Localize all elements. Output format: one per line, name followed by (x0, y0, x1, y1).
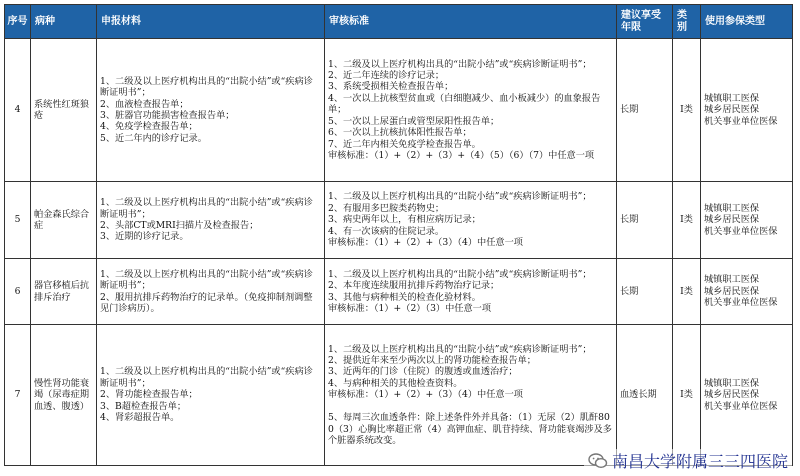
criteria-line: 2、本年度连续服用抗排斥药物治疗记录； (328, 280, 500, 292)
watermark (584, 449, 792, 472)
criteria-line: 3、病史两年以上，有相应病历记录； (328, 214, 481, 226)
criteria-line: 5、每周三次血透条件：除上述条件外并具备：（1）无尿（2）肌酐800（3）心胸比率超正常（4）高钾血症、肌苷持续、肾功能衰竭涉及多个脏器系统改变。 (328, 412, 612, 446)
header-term: 建议享受年限 (617, 5, 673, 39)
term-cell: 血透长期 (617, 325, 673, 466)
criteria-cell (325, 39, 617, 182)
materials-line: 1、二级及以上医疗机构出具的“出院小结”或“疾病诊断证明书”； (100, 75, 313, 99)
insurance-cell (701, 259, 793, 325)
header-no: 序号 (5, 5, 31, 39)
insurance-type: 城镇职工医保 (704, 377, 760, 389)
criteria-line: 2、提供近年来至少两次以上的肾功能检查报告单； (328, 355, 536, 367)
table-row (5, 325, 793, 466)
insurance-cell (701, 39, 793, 182)
criteria-line: 审核标准：（1）+（2）+（3）（4）中任意一项 (328, 237, 523, 249)
criteria-line: 1、二级及以上医疗机构出具的“出院小结”或“疾病诊断证明书”； (328, 343, 592, 355)
insurance-type: 城乡居民医保 (704, 285, 760, 297)
criteria-line: 1、二级及以上医疗机构出具的“出院小结”或“疾病诊断证明书”； (328, 58, 592, 70)
materials-line: 4、免疫学检查报告单； (100, 121, 198, 133)
term-cell: 长期 (617, 39, 673, 182)
disease-name: 慢性肾功能衰竭（尿毒症期血透、腹透） (31, 325, 97, 466)
disease-name: 帕金森氏综合症 (31, 182, 97, 259)
header-insurance: 使用参保类型 (701, 5, 793, 39)
criteria-line: 3、近两年的门诊（住院）的腹透或血透治疗； (328, 366, 518, 378)
criteria-line: 7、近二年内相关免疫学检查报告单。 (328, 138, 481, 150)
criteria-line: 5、一次以上尿蛋白或管型尿阳性报告单； (328, 115, 500, 127)
criteria-line: 3、其他与病种相关的检查化验材料。 (328, 291, 481, 303)
materials-cell (97, 39, 325, 182)
materials-cell (97, 325, 325, 466)
materials-cell (97, 259, 325, 325)
materials-line: 1、二级及以上医疗机构出具的“出院小结”或“疾病诊断证明书”； (100, 268, 313, 292)
header-disease: 病种 (31, 5, 97, 39)
insurance-type: 城乡居民医保 (704, 104, 760, 116)
materials-line: 5、近二年内的诊疗记录。 (100, 132, 207, 144)
term-cell: 长期 (617, 182, 673, 259)
criteria-line: 4、一次以上抗核型贫血或（白细胞减少、血小板减少）的血象报告单； (328, 92, 601, 116)
materials-line: 3、B超检查报告单； (100, 400, 187, 412)
insurance-type: 城镇职工医保 (704, 202, 760, 214)
materials-line: 3、近期的诊疗记录。 (100, 231, 189, 243)
criteria-cell (325, 182, 617, 259)
row-number: 5 (5, 182, 31, 259)
category-cell: I类 (673, 39, 701, 182)
insurance-type: 机关事业单位医保 (704, 115, 778, 127)
insurance-type: 城乡居民医保 (704, 214, 760, 226)
wechat-icon (588, 453, 608, 469)
insurance-type: 城镇职工医保 (704, 274, 760, 286)
insurance-type: 城镇职工医保 (704, 92, 760, 104)
row-number: 4 (5, 39, 31, 182)
materials-line: 2、血液检查报告单； (100, 98, 189, 110)
materials-line: 4、肾彩超报告单。 (100, 412, 180, 424)
insurance-cell (701, 182, 793, 259)
materials-line: 2、服用抗排斥药物治疗的记录单。（免疫抑制剂调整见门诊病历）。 (100, 291, 313, 314)
materials-line: 2、肾功能检查报告单； (100, 389, 198, 401)
materials-line: 1、二级及以上医疗机构出具的“出院小结”或“疾病诊断证明书”； (100, 197, 313, 220)
criteria-line: 4、有一次该病的住院记录。 (328, 225, 445, 237)
insurance-cell (701, 325, 793, 466)
category-cell: I类 (673, 259, 701, 325)
table-header-row (5, 5, 793, 39)
criteria-line: 6、一次以上抗核抗体阳性报告单； (328, 127, 472, 139)
criteria-line: 审核标准：（1）+（2）+（3）+（4）（5）（6）（7）中任意一项 (328, 149, 595, 161)
criteria-cell (325, 259, 617, 325)
materials-line: 2、头部CT或MRI扫描片及检查报告； (100, 220, 259, 231)
category-cell: I类 (673, 182, 701, 259)
materials-line: 1、二级及以上医疗机构出具的“出院小结”或“疾病诊断证明书”； (100, 366, 313, 389)
row-number: 7 (5, 325, 31, 466)
term-cell: 长期 (617, 259, 673, 325)
insurance-type: 机关事业单位医保 (704, 297, 778, 309)
criteria-line: 1、二级及以上医疗机构出具的“出院小结”或“疾病诊断证明书”； (328, 268, 592, 280)
disease-name: 系统性红斑狼疮 (31, 39, 97, 182)
watermark-text: 南昌大学附属三三四医院 (611, 452, 788, 471)
materials-line: 3、脏器官功能损害检查报告单； (100, 110, 235, 121)
header-materials: 申报材料 (97, 5, 325, 39)
criteria-line (328, 401, 613, 412)
criteria-line: 审核标准：（1）+（2）（3）中任意一项 (328, 302, 492, 314)
category-cell: I类 (673, 325, 701, 466)
insurance-type: 机关事业单位医保 (704, 400, 778, 412)
criteria-line: 3、系统受损相关检查报告单； (328, 81, 454, 93)
table-row (5, 39, 793, 182)
table-row (5, 259, 793, 325)
insurance-type: 城乡居民医保 (704, 389, 760, 401)
disease-table (4, 4, 793, 466)
insurance-type: 机关事业单位医保 (704, 225, 778, 237)
row-number: 6 (5, 259, 31, 325)
criteria-line: 2、有服用多巴胺类药物史； (328, 202, 445, 214)
criteria-line: 4、与病种相关的其他检查资料。 (328, 377, 463, 389)
materials-cell (97, 182, 325, 259)
criteria-cell (325, 325, 617, 466)
criteria-line: 审核标准：（1）+（2）+（3）（4）中任意一项 (328, 389, 523, 401)
header-criteria: 审核标准 (325, 5, 617, 39)
header-category: 类别 (673, 5, 701, 39)
table-row (5, 182, 793, 259)
criteria-line: 2、近二年连续的诊疗记录； (328, 70, 445, 82)
criteria-line: 1、二级及以上医疗机构出具的“出院小结”或“疾病诊断证明书”； (328, 191, 592, 203)
disease-name: 器官移植后抗排斥治疗 (31, 259, 97, 325)
